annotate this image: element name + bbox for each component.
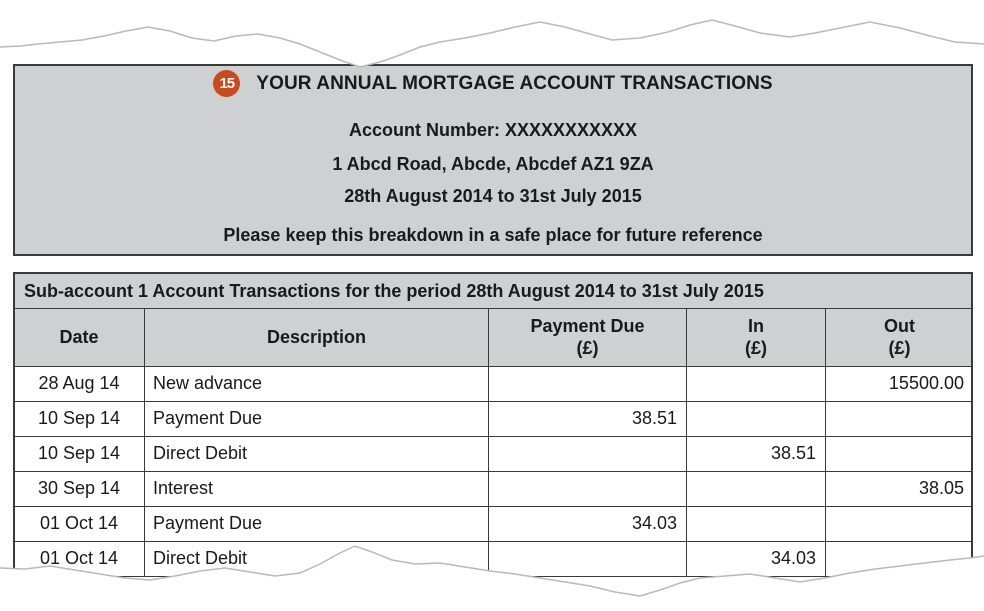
account-number: Account Number: XXXXXXXXXXX [348, 120, 638, 140]
row-date: 10 Sep 14 [14, 401, 145, 436]
table-row [14, 401, 974, 436]
row-out: 15500.00 [826, 366, 974, 401]
row-out [826, 506, 974, 541]
row-in [687, 401, 826, 436]
out-unit: (£) [888, 338, 911, 359]
in-label: In [748, 316, 764, 337]
table-row [14, 471, 974, 506]
row-payment-due [489, 471, 687, 506]
column-header-date: Date [14, 309, 145, 366]
table-row [14, 506, 974, 541]
row-date: 30 Sep 14 [14, 471, 145, 506]
torn-edge-bottom [0, 538, 984, 611]
row-out [826, 401, 974, 436]
row-description: Payment Due [145, 401, 489, 436]
row-in [687, 506, 826, 541]
table-row [14, 436, 974, 471]
table-header-row [14, 309, 974, 366]
row-date: 01 Oct 14 [14, 541, 145, 576]
row-payment-due [489, 436, 687, 471]
row-out [826, 436, 974, 471]
table-row [14, 366, 974, 401]
column-header-out [826, 309, 974, 366]
row-description: Interest [145, 471, 489, 506]
row-in: 34.03 [687, 541, 826, 576]
payment-due-label: Payment Due [530, 316, 645, 337]
column-header-description: Description [145, 309, 489, 366]
statement-title: YOUR ANNUAL MORTGAGE ACCOUNT TRANSACTIONS [256, 72, 773, 94]
table-caption: Sub-account 1 Account Transactions for the period 28th August 2014 to 31st July 2015 [15, 274, 971, 309]
row-payment-due: 38.51 [489, 401, 687, 436]
payment-due-unit: (£) [576, 338, 599, 359]
column-header-payment-due [489, 309, 687, 366]
row-description: Direct Debit [145, 436, 489, 471]
row-date: 01 Oct 14 [14, 506, 145, 541]
row-description: Payment Due [145, 506, 489, 541]
row-date: 28 Aug 14 [14, 366, 145, 401]
row-description: New advance [145, 366, 489, 401]
account-address: 1 Abcd Road, Abcde, Abcdef AZ1 9ZA [332, 154, 654, 174]
row-payment-due [489, 366, 687, 401]
column-header-in [687, 309, 826, 366]
row-in [687, 366, 826, 401]
in-unit: (£) [745, 338, 767, 359]
header-title-row [15, 70, 971, 97]
torn-edge-top [0, 0, 984, 70]
row-in [687, 471, 826, 506]
safekeeping-note: Please keep this breakdown in a safe place for future reference [223, 225, 763, 245]
row-date: 10 Sep 14 [14, 436, 145, 471]
statement-header [13, 64, 973, 256]
transactions-table [13, 309, 973, 577]
row-description: Direct Debit [145, 541, 489, 576]
section-number-badge: 15 [213, 70, 240, 97]
out-label: Out [884, 316, 915, 337]
statement-period: 28th August 2014 to 31st July 2015 [344, 186, 642, 206]
row-out: 38.05 [826, 471, 974, 506]
row-in: 38.51 [687, 436, 826, 471]
row-payment-due: 34.03 [489, 506, 687, 541]
